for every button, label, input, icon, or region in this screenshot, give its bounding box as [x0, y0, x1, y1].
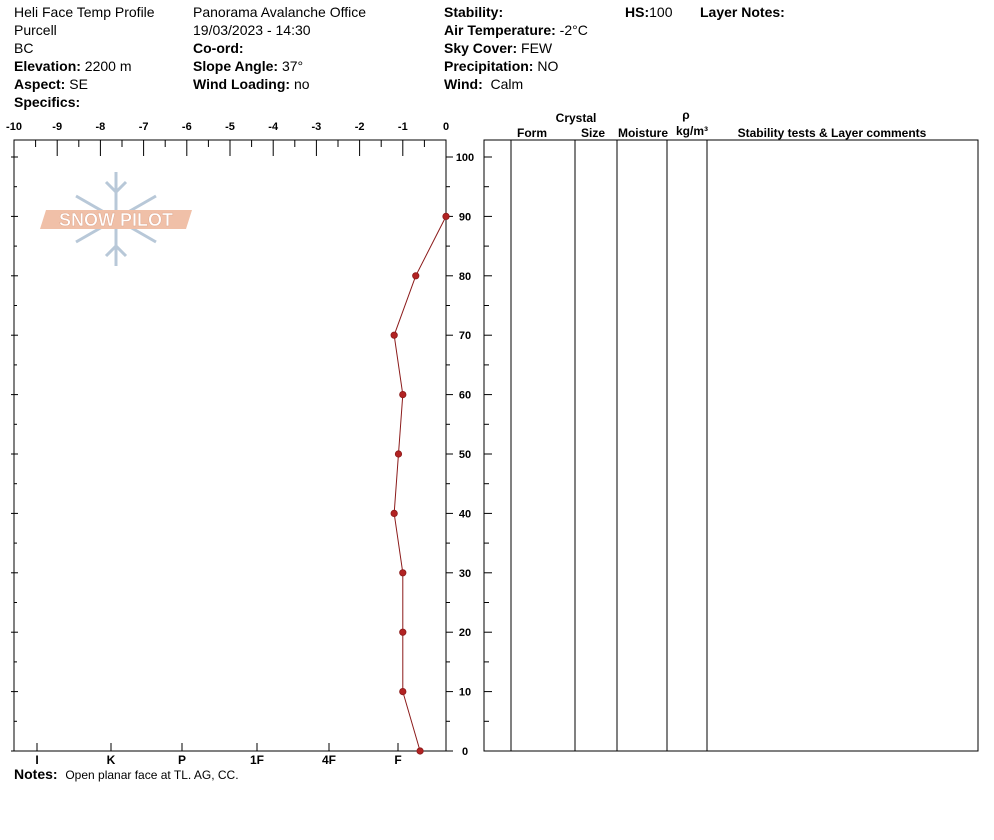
sky-cover-value: FEW	[521, 40, 553, 56]
office-name: Panorama Avalanche Office	[193, 4, 367, 20]
x-tick-label: -2	[354, 121, 365, 133]
x-tick-label: 0	[442, 121, 450, 133]
profile-title: Heli Face Temp Profile	[14, 4, 155, 20]
y-tick-label: 100	[455, 152, 475, 164]
elevation-label: Elevation:	[14, 58, 81, 74]
form-header: Form	[517, 126, 547, 140]
temperature-point	[400, 570, 406, 576]
y-tick-label: 10	[458, 686, 472, 699]
hardness-label: 4F	[321, 753, 337, 767]
temperature-point	[417, 748, 423, 754]
hardness-label: I	[35, 753, 39, 767]
sky-cover-label: Sky Cover:	[444, 40, 518, 56]
notes-row	[14, 766, 239, 782]
profile-frame	[14, 140, 446, 751]
y-tick-label: 70	[458, 330, 472, 343]
wind-label: Wind:	[444, 76, 483, 92]
size-header: Size	[580, 126, 606, 140]
hardness-axis	[35, 743, 401, 767]
temperature-line	[394, 216, 446, 751]
precip-value: NO	[537, 58, 559, 74]
y-tick-label: 30	[458, 567, 472, 580]
snowpilot-watermark	[40, 172, 192, 266]
density-unit: kg/m³	[675, 124, 709, 138]
range-name: Purcell	[14, 22, 57, 38]
y-tick-label: 40	[458, 508, 472, 521]
x-tick-label: -8	[95, 121, 106, 133]
hardness-label: P	[177, 753, 187, 767]
layer-notes-label: Layer Notes:	[700, 4, 785, 20]
coord-label: Co-ord:	[193, 40, 244, 56]
wind-loading-label: Wind Loading:	[193, 76, 291, 92]
temperature-point	[443, 213, 449, 219]
x-tick-label: -6	[181, 121, 192, 133]
x-tick-label: -7	[138, 121, 149, 133]
crystal-header: Crystal	[555, 111, 597, 125]
temperature-point	[391, 510, 397, 516]
hs-value: 100	[649, 4, 673, 20]
layer-table	[484, 108, 978, 751]
layer-table-frame	[484, 140, 978, 751]
precip-label: Precipitation:	[444, 58, 534, 74]
x-tick-label: -3	[311, 121, 322, 133]
y-tick-label: 90	[458, 211, 472, 224]
moisture-header: Moisture	[617, 126, 669, 140]
temperature-series	[391, 213, 449, 754]
temperature-axis	[6, 121, 449, 156]
aspect-label: Aspect:	[14, 76, 66, 92]
air-temp-value: -2°C	[559, 22, 588, 38]
hardness-label: 1F	[249, 753, 265, 767]
x-tick-label: -9	[52, 121, 63, 133]
observation-datetime: 19/03/2023 - 14:30	[193, 22, 311, 38]
y-tick-label: 20	[458, 627, 472, 640]
x-tick-label: -10	[6, 121, 22, 133]
wind-value: Calm	[490, 76, 524, 92]
temperature-point	[400, 391, 406, 397]
density-symbol: ρ	[682, 108, 690, 122]
air-temp-label: Air Temperature:	[444, 22, 556, 38]
aspect-value: SE	[69, 76, 88, 92]
y-tick-label: 0	[461, 746, 469, 758]
temperature-point	[395, 451, 401, 457]
x-tick-label: -4	[268, 121, 279, 133]
comments-header: Stability tests & Layer comments	[737, 126, 927, 140]
x-tick-label: -5	[225, 121, 235, 133]
elevation-value: 2200 m	[84, 58, 132, 74]
hardness-label: K	[106, 753, 116, 767]
hs-label: HS:	[625, 4, 650, 20]
slope-label: Slope Angle:	[193, 58, 279, 74]
temperature-point	[413, 273, 419, 279]
notes-text: Open planar face at TL. AG, CC.	[65, 768, 239, 782]
temperature-point	[400, 629, 406, 635]
y-tick-label: 60	[458, 389, 472, 402]
wind-loading-value: no	[293, 76, 310, 92]
notes-label: Notes:	[14, 766, 58, 782]
y-tick-label: 80	[458, 270, 472, 283]
y-tick-label: 50	[458, 449, 472, 461]
stability-label: Stability:	[444, 4, 504, 20]
x-tick-label: -1	[397, 121, 408, 133]
slope-value: 37°	[281, 58, 304, 74]
region-name: BC	[14, 40, 34, 56]
hardness-label: F	[394, 753, 402, 767]
specifics-label: Specifics:	[14, 94, 81, 110]
watermark-text: SNOW PILOT	[59, 210, 173, 230]
height-axis	[11, 152, 492, 758]
temperature-point	[391, 332, 397, 338]
temperature-point	[400, 688, 406, 694]
